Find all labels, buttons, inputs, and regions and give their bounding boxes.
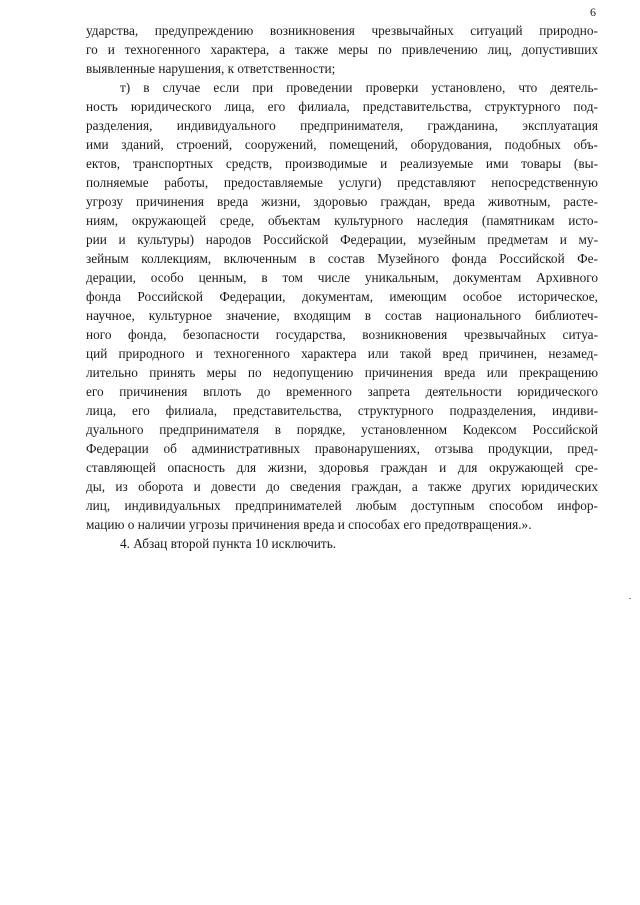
text-line: фонда Российской Федерации, документам, имеющим особое историческое,	[86, 289, 598, 304]
text-line: лительно принять меры по недопущению причинения вреда или прекращению	[86, 365, 598, 380]
text-line: ими зданий, строений, сооружений, помещений, оборудования, подобных объ-	[86, 137, 598, 152]
text-line: ды, из оборота и довести до сведения граждан, а также других юридических	[86, 479, 598, 494]
text-line: зейным коллекциям, включенным в состав Музейного фонда Российской Фе-	[86, 251, 598, 266]
text-line: дуального предпринимателя в порядке, установленном Кодексом Российской	[86, 422, 598, 437]
text-line: ударства, предупреждению возникновения чрезвычайных ситуаций природно-	[86, 23, 598, 38]
text-line: ставляющей опасность для жизни, здоровья граждан и для окружающей сре-	[86, 460, 598, 475]
text-line: ций природного и техногенного характера или такой вред причинен, незамед-	[86, 346, 598, 361]
text-line: ного фонда, безопасности государства, возникновения чрезвычайных ситуа-	[86, 327, 598, 342]
scan-mark	[629, 598, 631, 599]
text-line: разделения, индивидуального предпринимателя, гражданина, эксплуатация	[86, 118, 598, 133]
text-line: лиц, индивидуальных предпринимателей любым доступным способом инфор-	[86, 498, 598, 513]
text-line: ектов, транспортных средств, производимые и реализуемые ими товары (вы-	[86, 156, 598, 171]
text-line: выявленные нарушения, к ответственности;	[86, 61, 336, 76]
text-line: рии и культуры) народов Российской Федерации, музейным предметам и му-	[86, 232, 598, 247]
text-line: лица, его филиала, представительства, структурного подразделения, индиви-	[86, 403, 598, 418]
text-line: научное, культурное значение, входящим в состав национального библиотеч-	[86, 308, 598, 323]
document-body	[86, 21, 598, 553]
text-line: 4. Абзац второй пункта 10 исключить.	[120, 536, 337, 551]
text-line: го и техногенного характера, а также меры по привлечению лиц, допустивших	[86, 42, 598, 57]
page-number: 6	[590, 5, 596, 19]
paragraph-item-4	[86, 534, 598, 553]
text-line: дерации, особо ценным, в том числе уникальным, документам Архивного	[86, 270, 598, 285]
text-line: мацию о наличии угрозы причинения вреда и способах его предотвращения.».	[86, 517, 532, 532]
text-line: ность юридического лица, его филиала, представительства, структурного под-	[86, 99, 598, 114]
text-line: угрозу причинения вреда жизни, здоровью граждан, вреда животным, расте-	[86, 194, 598, 209]
text-line: его причинения вплоть до временного запрета деятельности юридического	[86, 384, 598, 399]
paragraph-item-t	[86, 78, 598, 534]
text-line: ниям, окружающей среде, объектам культурного наследия (памятникам исто-	[86, 213, 598, 228]
text-line: т) в случае если при проведении проверки установлено, что деятель-	[120, 80, 598, 95]
text-line: полняемые работы, предоставляемые услуги) представляют непосредственную	[86, 175, 598, 190]
text-line: Федерации об административных правонарушениях, отзыва продукции, пред-	[86, 441, 598, 456]
paragraph-continuation	[86, 21, 598, 78]
